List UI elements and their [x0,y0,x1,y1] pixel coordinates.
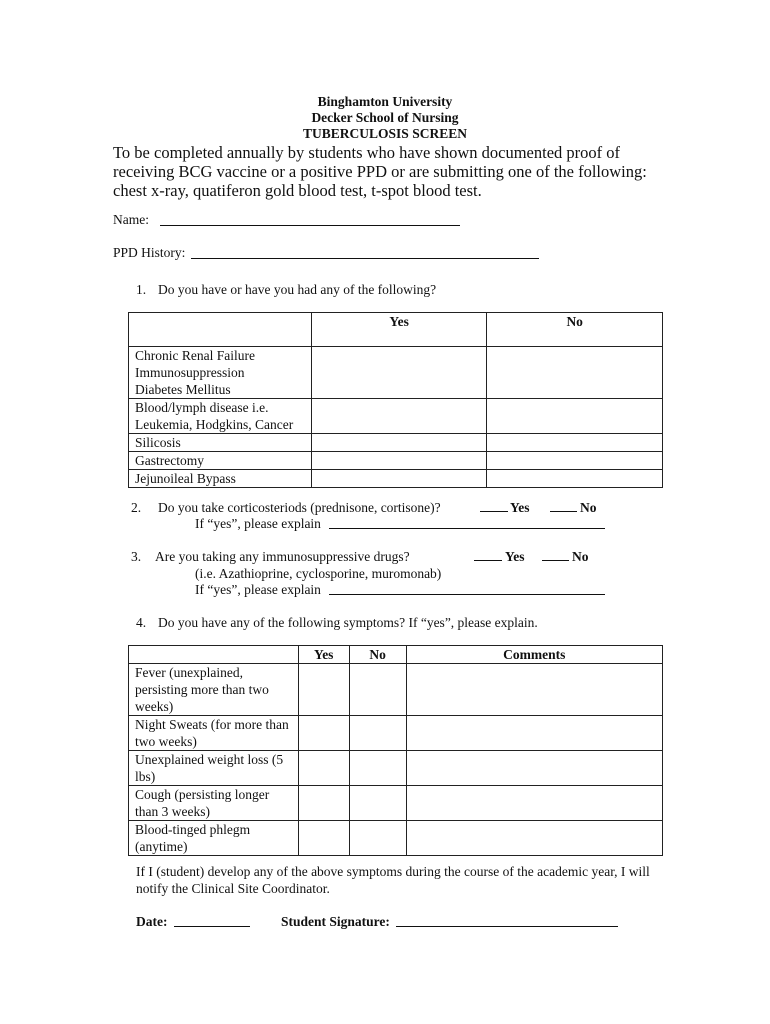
symptom-no-cell[interactable] [349,751,406,786]
q2-no-blank[interactable] [550,511,577,512]
q4-number: 4. [136,615,147,630]
q3-no-blank[interactable] [542,560,569,561]
condition-no-cell[interactable] [487,399,663,434]
condition-no-cell[interactable] [487,347,663,399]
symptoms-col-no: No [349,646,406,664]
date-field[interactable] [174,926,250,927]
university-name: Binghamton University [317,94,453,109]
table-row: Silicosis [129,434,312,452]
q2-yes-label: Yes [510,500,530,515]
table-row: Blood/lymph disease i.e. Leukemia, Hodgkins, Cancer [129,399,312,434]
symptom-yes-cell[interactable] [298,716,349,751]
condition-yes-cell[interactable] [311,399,487,434]
table-row: Gastrectomy [129,452,312,470]
conditions-header-blank [129,313,312,347]
q1-number: 1. [136,282,147,297]
q3-examples: (i.e. Azathioprine, cyclosporine, muromonab) [195,566,442,581]
symptom-yes-cell[interactable] [298,786,349,821]
symptom-comments-cell[interactable] [406,821,662,856]
conditions-table [128,312,663,488]
symptoms-header-blank [129,646,299,664]
intro-text: To be completed annually by students who have shown documented proof of receiving BCG vaccine or a positive PPD or are submitting one of the following: chest x-ray, quatiferon gold blood test, t-spot blood test. [113,143,647,200]
q3-yes-label: Yes [505,549,525,564]
table-row: Cough (persisting longer than 3 weeks) [129,786,299,821]
symptoms-col-comments: Comments [406,646,662,664]
condition-yes-cell[interactable] [311,452,487,470]
conditions-col-yes: Yes [311,313,487,347]
q2-explain-field[interactable] [329,528,605,529]
ppd-history-field[interactable] [191,258,539,259]
symptom-yes-cell[interactable] [298,751,349,786]
ppd-history-label: PPD History: [113,245,186,260]
signature-field[interactable] [396,926,618,927]
condition-yes-cell[interactable] [311,347,487,399]
q3-no-label: No [572,549,589,564]
table-row: Night Sweats (for more than two weeks) [129,716,299,751]
table-row: Fever (unexplained, persisting more than two weeks) [129,664,299,716]
conditions-col-no: No [487,313,663,347]
condition-yes-cell[interactable] [311,434,487,452]
q3-number: 3. [131,549,142,564]
notice-text: If I (student) develop any of the above symptoms during the course of the academic year, I will notify the Clinical Site Coordinator. [136,864,650,896]
q3-text: Are you taking any immunosuppressive drugs? [155,549,410,564]
symptom-comments-cell[interactable] [406,786,662,821]
symptom-no-cell[interactable] [349,786,406,821]
symptom-comments-cell[interactable] [406,716,662,751]
form-title: TUBERCULOSIS SCREEN [303,126,467,141]
symptom-no-cell[interactable] [349,821,406,856]
q2-no-label: No [580,500,597,515]
name-field[interactable] [160,225,460,226]
table-row: Jejunoileal Bypass [129,470,312,488]
symptom-comments-cell[interactable] [406,664,662,716]
q1-text: Do you have or have you had any of the following? [158,282,437,297]
date-label: Date: [136,914,168,929]
q3-explain-label: If “yes”, please explain [195,582,321,597]
name-label: Name: [113,212,149,227]
symptom-yes-cell[interactable] [298,821,349,856]
q2-number: 2. [131,500,142,515]
condition-yes-cell[interactable] [311,470,487,488]
q2-explain-label: If “yes”, please explain [195,516,321,531]
symptom-no-cell[interactable] [349,716,406,751]
condition-no-cell[interactable] [487,452,663,470]
q3-explain-field[interactable] [329,594,605,595]
symptom-yes-cell[interactable] [298,664,349,716]
table-row: Unexplained weight loss (5 lbs) [129,751,299,786]
condition-no-cell[interactable] [487,434,663,452]
q3-yes-blank[interactable] [474,560,502,561]
table-row: Blood-tinged phlegm (anytime) [129,821,299,856]
q2-yes-blank[interactable] [480,511,508,512]
symptom-no-cell[interactable] [349,664,406,716]
table-row: Chronic Renal Failure Immunosuppression Diabetes Mellitus [129,347,312,399]
signature-label: Student Signature: [281,914,390,929]
q4-text: Do you have any of the following symptoms? If “yes”, please explain. [158,615,538,630]
q2-text: Do you take corticosteriods (prednisone, cortisone)? [158,500,441,515]
school-name: Decker School of Nursing [311,110,459,125]
symptoms-col-yes: Yes [298,646,349,664]
condition-no-cell[interactable] [487,470,663,488]
symptoms-table [128,645,663,856]
symptom-comments-cell[interactable] [406,751,662,786]
